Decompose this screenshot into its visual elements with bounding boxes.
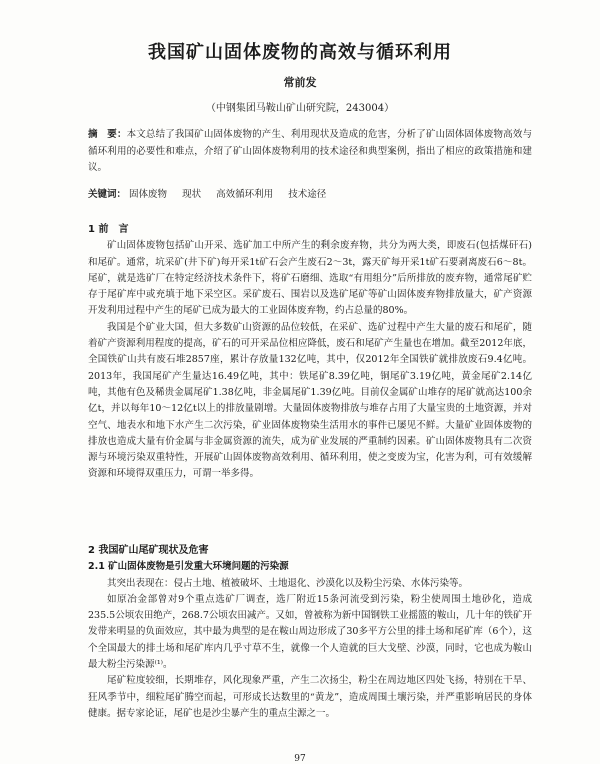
paper-title: 我国矿山固体废物的高效与循环利用 <box>148 42 452 63</box>
body-paragraph: 尾矿粒度较细，长期堆存，风化现象严重，产生二次扬尘，粉尘在周边地区四处飞扬，特别在干旱、狂风季节中，细粒尾矿腾空而起，可形成长达数里的“黄龙”，造成周围土壤污染，并严重影响居民的身体健康。据专家论证，尾矿也是沙尘暴产生的重点尘源之一。 <box>88 675 532 719</box>
section-heading: 2 我国矿山尾矿现状及危害 <box>88 545 209 556</box>
section-1 <box>88 222 532 483</box>
section-heading: 1 前 言 <box>88 224 129 235</box>
body-paragraph: 其突出表现在：侵占土地、植被破坏、土地退化、沙漠化以及粉尘污染、水体污染等。 <box>107 577 469 589</box>
keyword: 高效循环利用 <box>216 189 274 200</box>
keyword: 技术途径 <box>288 189 327 200</box>
body-paragraph: 我国是个矿业大国，但大多数矿山资源的品位较低，在采矿、选矿过程中产生大量的废石和尾矿，随着矿产资源利用程度的提高，矿石的可开采品位相应降低，废石和尾矿产生量也在增加。截至2012年底，全国铁矿山共有废石堆2857座，累计存放量132亿吨，其中，仅2012年全国铁矿就排放废石9.4亿吨。2013年，我国尾矿产生量达16.49亿吨，其中：铁尾矿8.39亿吨，铜尾矿3.19亿吨，黄金尾矿2.14亿吨，其他有色及稀贵金属尾矿1.38亿吨，非金属尾矿1.39亿吨。目前仅金属矿山堆存的尾矿就高达100余亿t，并以每年10～12亿t以上的排放量剧增。大量固体废物排放与堆存占用了大量宝贵的土地资源，并对空气、地表水和地下水产生二次污染，矿业固体废物染生活用水的事件已屡见不鲜。大量矿业固体废物的排放也造成大量有价金属与非金属资源的流失，成为矿业发展的严重制约因素。矿山固体废物具有二次资源与环境污染双重特性，开展矿山固体废物高效利用、循环利用，使之变废为宝，化害为利，可有效缓解资源和环境得双重压力，可谓一举多得。 <box>88 321 532 480</box>
body-paragraph: 矿山固体废物包括矿山开采、选矿加工中所产生的剩余废弃物，共分为两大类，即废石(包括煤矸石)和尾矿。通常，坑采矿(井下矿)每开采1t矿石会产生废石2～3t，露天矿每开采1t矿石要剥离废石6～8t。尾矿，就是选矿厂在特定经济技术条件下，将矿石磨细、选取“有用组分”后所排放的废弃物，通常尾矿贮存于尾矿库中或充填于地下采空区。采矿废石、围岩以及选矿尾矿等矿山固体废弃物排放量大，矿产资源开发利用过程中产生的尾矿已成为最大的工业固体废弃物，约占总量的80%。 <box>88 240 532 317</box>
page-number: 97 <box>294 754 306 764</box>
abstract-label: 摘 要： <box>88 129 127 140</box>
abstract <box>88 127 532 177</box>
keywords-label: 关键词： <box>88 189 127 200</box>
keyword: 固体废物 <box>129 189 168 200</box>
section-2 <box>88 543 532 722</box>
keywords <box>88 186 532 200</box>
subsection-heading: 2.1 矿山固体废物是引发重大环境问题的污染源 <box>88 561 289 573</box>
author: 常前发 <box>283 76 317 89</box>
body-paragraph: 如原冶金部曾对9个重点选矿厂调查，选厂附近15条河流受到污染，粉尘使周围土地砂化，造成235.5公顷农田绝产，268.7公顷农田减产。又如，曾被称为新中国钢铁工业摇篮的鞍山，几十年的铁矿开发带来明显的负面效应，其中最为典型的是在鞍山周边形成了30多平方公里的排土场和尾矿库（6个），这个全国最大的排土场和尾矿库内几乎寸草不生，就像一个人造就的巨大戈壁、沙漠，同时，它也成为鞍山最大粉尘污染源⁽¹⁾。 <box>88 593 532 671</box>
affiliation: （中钢集团马鞍山矿山研究院，243004） <box>205 103 395 114</box>
keyword: 现状 <box>182 189 202 200</box>
abstract-text: 本文总结了我国矿山固体废物的产生、利用现状及造成的危害，分析了矿山固体固体废物高效与循环利用的必要性和难点，介绍了矿山固体废物利用的技术途径和典型案例，指出了相应的政策措施和建议。 <box>88 129 532 173</box>
